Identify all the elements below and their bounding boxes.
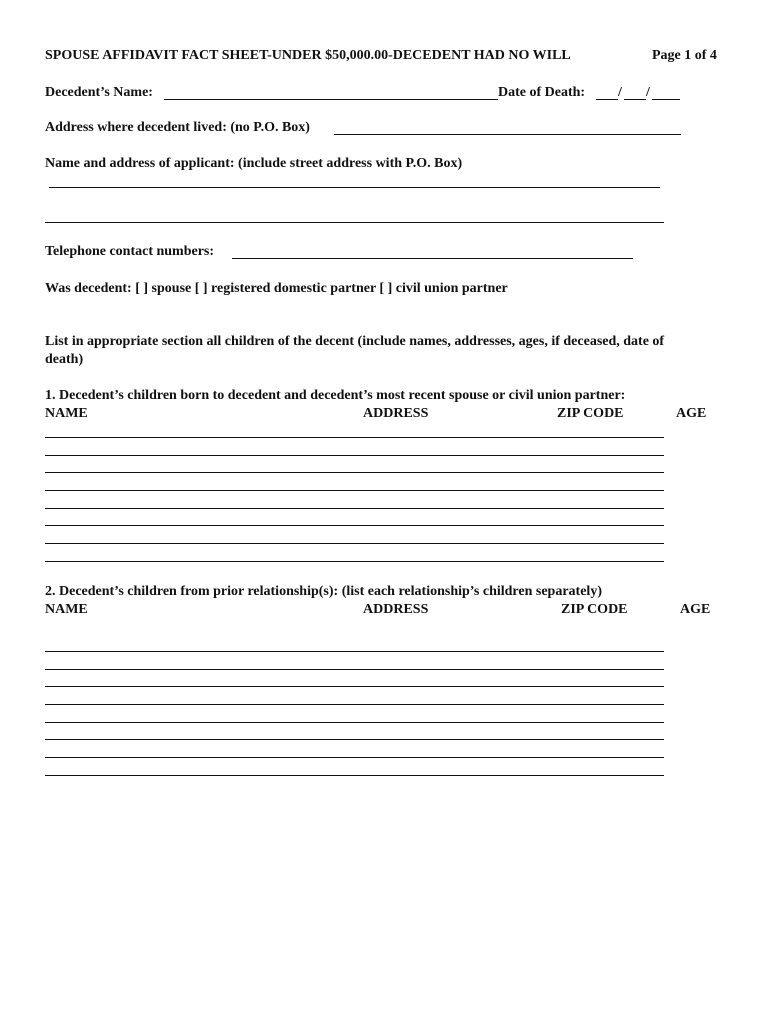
spouse-checkbox[interactable]: [ ] spouse [135, 281, 192, 296]
section-2-entry-line[interactable] [45, 739, 664, 740]
telephone-field[interactable] [232, 258, 633, 259]
domestic-partner-checkbox[interactable]: [ ] registered domestic partner [194, 281, 376, 296]
date-separator: / [646, 85, 650, 100]
section-1-entry-line[interactable] [45, 472, 664, 473]
instructions-line-2: death) [45, 352, 84, 367]
section-2-heading: 2. Decedent’s children from prior relationship(s): (list each relationship’s children separately) [45, 584, 602, 599]
section-2-entry-line[interactable] [45, 757, 664, 758]
date-of-death-label: Date of Death: [498, 85, 586, 100]
section-2-col-age: AGE [680, 602, 711, 617]
section-1-col-age: AGE [676, 406, 707, 421]
decedent-name-label: Decedent’s Name: [45, 85, 153, 100]
section-1-entry-line[interactable] [45, 490, 664, 491]
date-of-death-month-field[interactable] [596, 99, 618, 100]
decedent-name-field[interactable] [164, 99, 498, 100]
applicant-field-line-1[interactable] [49, 187, 660, 188]
decedent-address-label: Address where decedent lived: (no P.O. Box) [45, 120, 310, 135]
section-1-entry-line[interactable] [45, 508, 664, 509]
section-1-entry-line[interactable] [45, 525, 664, 526]
section-1-entry-line[interactable] [45, 455, 664, 456]
decedent-address-field[interactable] [334, 134, 681, 135]
telephone-label: Telephone contact numbers: [45, 244, 215, 259]
section-1-col-address: ADDRESS [363, 406, 429, 421]
section-2-entry-line[interactable] [45, 669, 664, 670]
section-2-col-name: NAME [45, 602, 88, 617]
section-1-heading: 1. Decedent’s children born to decedent and decedent’s most recent spouse or civil union partner: [45, 388, 626, 403]
was-decedent-row [45, 280, 508, 297]
section-2-entry-line[interactable] [45, 686, 664, 687]
section-1-col-name: NAME [45, 406, 88, 421]
date-separator: / [618, 85, 622, 100]
section-2-entry-line[interactable] [45, 775, 664, 776]
section-2-entry-line[interactable] [45, 722, 664, 723]
section-1-entry-line[interactable] [45, 543, 664, 544]
civil-union-checkbox[interactable]: [ ] civil union partner [379, 281, 508, 296]
section-2-entry-line[interactable] [45, 651, 664, 652]
applicant-field-line-2[interactable] [45, 222, 664, 223]
was-decedent-label: Was decedent: [45, 281, 132, 296]
section-2-entry-line[interactable] [45, 704, 664, 705]
applicant-label: Name and address of applicant: (include street address with P.O. Box) [45, 156, 463, 171]
section-1-col-zip: ZIP CODE [557, 406, 624, 421]
instructions-line-1: List in appropriate section all children of the decent (include names, addresses, ages, if deceased, date of [45, 334, 665, 349]
section-1-entry-line[interactable] [45, 561, 664, 562]
section-2-col-address: ADDRESS [363, 602, 429, 617]
page-indicator: Page 1 of 4 [652, 48, 717, 63]
section-1-entry-line[interactable] [45, 437, 664, 438]
date-of-death-day-field[interactable] [624, 99, 646, 100]
date-of-death-year-field[interactable] [652, 99, 680, 100]
section-2-col-zip: ZIP CODE [561, 602, 628, 617]
form-title: SPOUSE AFFIDAVIT FACT SHEET-UNDER $50,000.00-DECEDENT HAD NO WILL [45, 48, 571, 63]
